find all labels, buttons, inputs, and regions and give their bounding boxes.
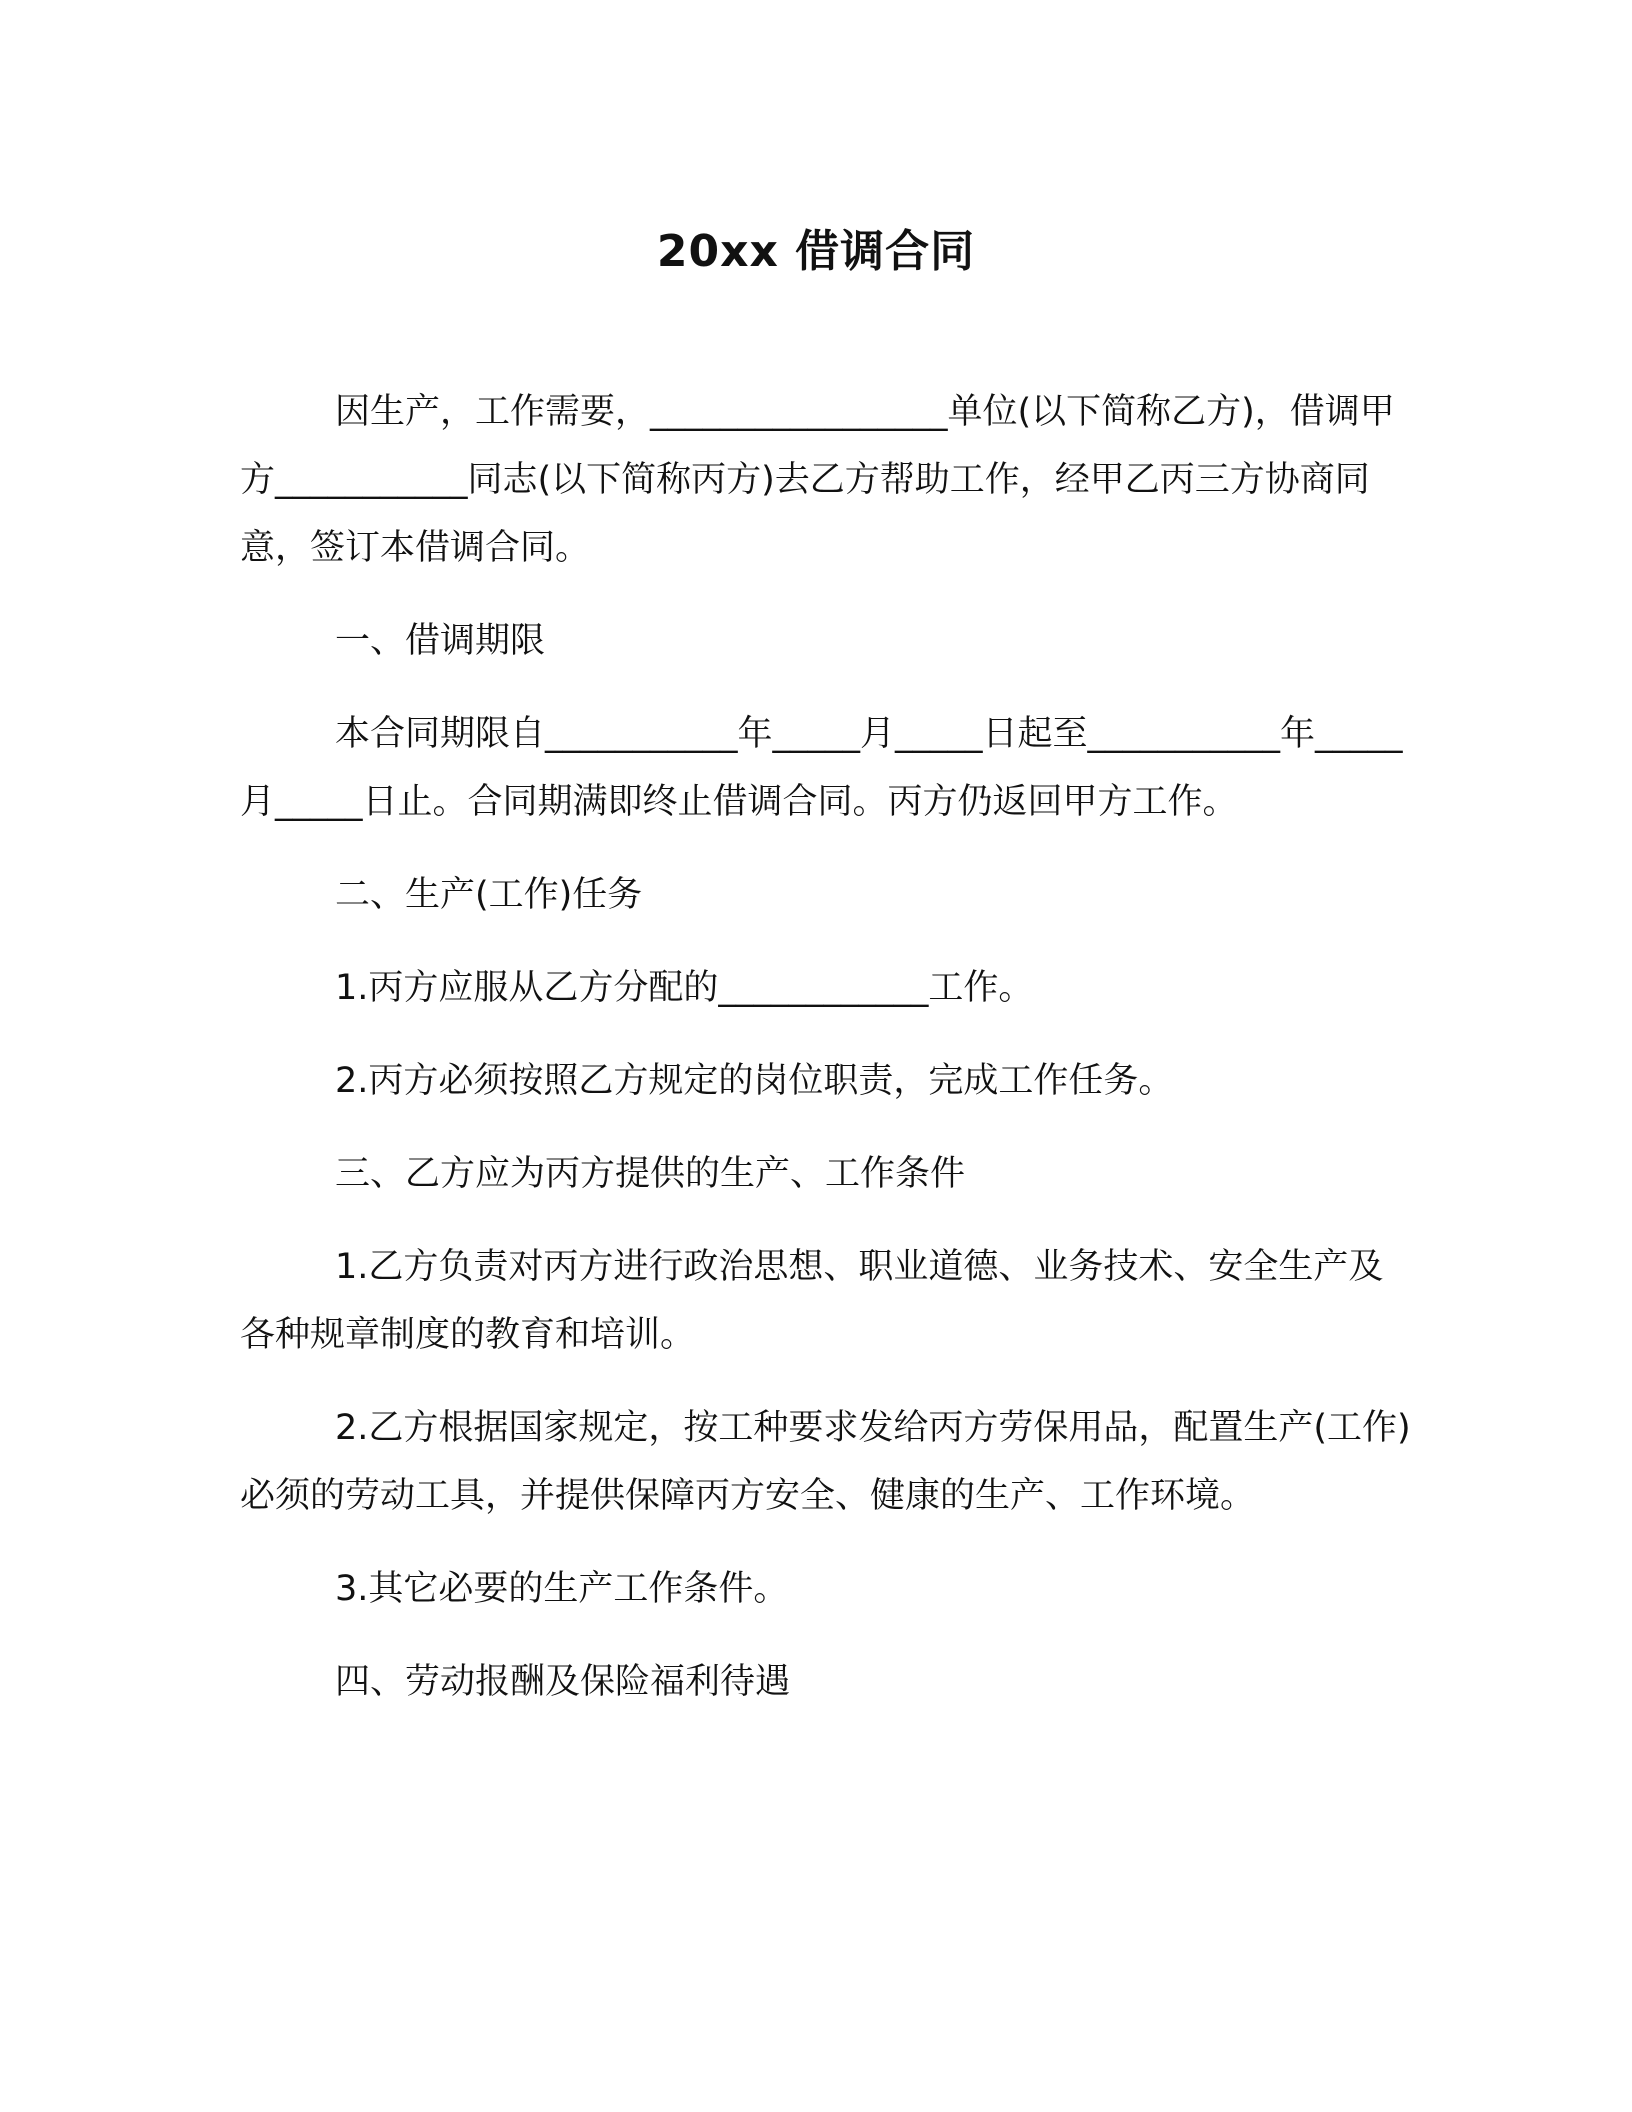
section-heading-term: 一、借调期限 <box>335 621 546 661</box>
condition-item-1: 1.乙方负责对丙方进行政治思想、职业道德、业务技术、安全生产及各种规章制度的教育和培训。 <box>240 1247 1384 1355</box>
task-item-1: 1.丙方应服从乙方分配的____________工作。 <box>335 968 1034 1008</box>
task-item-2: 2.丙方必须按照乙方规定的岗位职责，完成工作任务。 <box>335 1061 1174 1101</box>
section-heading-compensation: 四、劳动报酬及保险福利待遇 <box>335 1662 791 1702</box>
document-body <box>240 378 1412 1741</box>
section-heading-conditions: 三、乙方应为丙方提供的生产、工作条件 <box>335 1154 966 1194</box>
term-paragraph: 本合同期限自___________年_____月_____日起至___________年_____月_____日止。合同期满即终止借调合同。丙方仍返回甲方工作。 <box>240 714 1403 822</box>
document-title: 20xx 借调合同 <box>656 226 976 277</box>
intro-paragraph: 因生产，工作需要，_________________单位(以下简称乙方)，借调甲方___________同志(以下简称丙方)去乙方帮助工作，经甲乙丙三方协商同意，签订本借调合同。 <box>240 392 1395 568</box>
condition-item-2: 2.乙方根据国家规定，按工种要求发给丙方劳保用品，配置生产(工作)必须的劳动工具，并提供保障丙方安全、健康的生产、工作环境。 <box>240 1408 1411 1516</box>
section-heading-tasks: 二、生产(工作)任务 <box>335 875 643 915</box>
condition-item-3: 3.其它必要的生产工作条件。 <box>335 1569 789 1609</box>
